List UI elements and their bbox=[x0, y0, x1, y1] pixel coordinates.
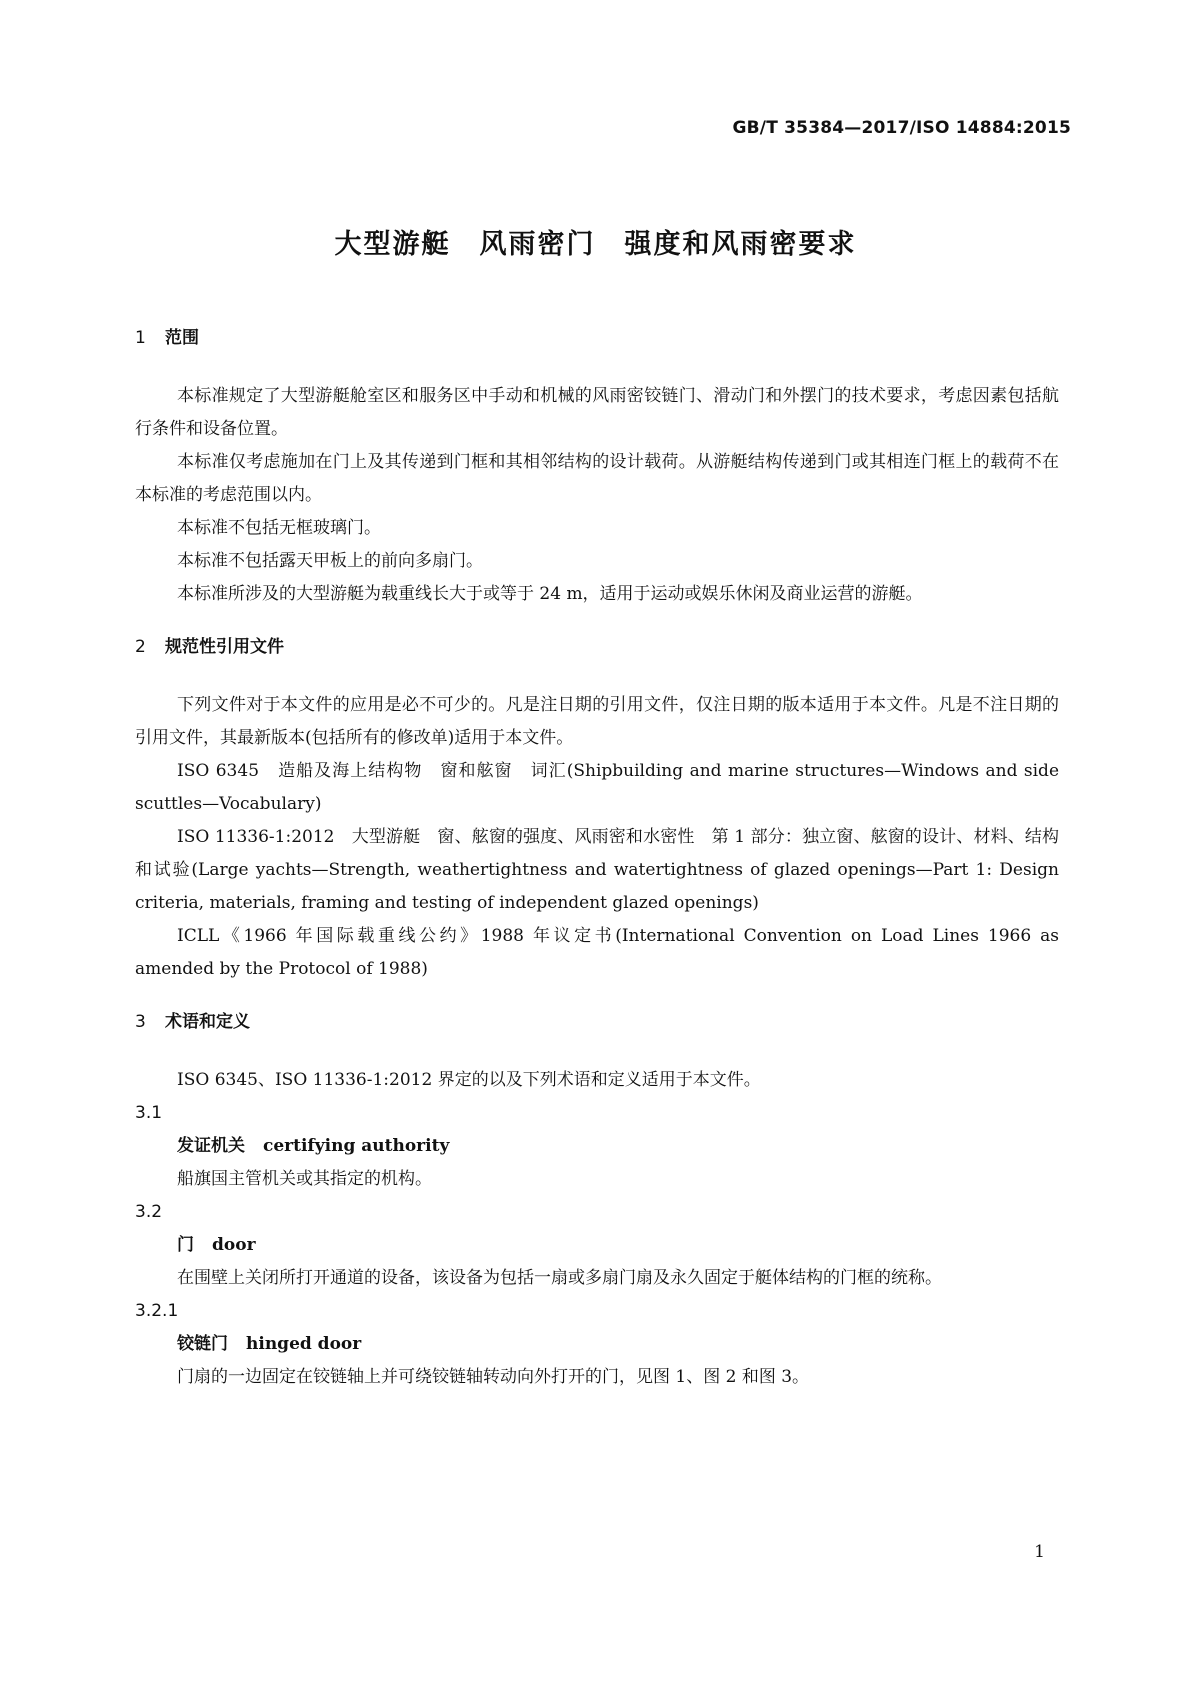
section-heading-terms-definitions bbox=[135, 1010, 1059, 1034]
term-definition: 船旗国主管机关或其指定的机构。 bbox=[177, 1169, 432, 1189]
section-title: 范围 bbox=[165, 328, 199, 348]
standard-code: GB/T 35384—2017/ISO 14884:2015 bbox=[732, 118, 1071, 138]
term-zh: 发证机关 bbox=[177, 1136, 245, 1156]
term-entry bbox=[135, 1097, 1059, 1196]
paragraph: 本标准不包括无框玻璃门。 bbox=[177, 518, 381, 538]
section-heading-scope bbox=[135, 326, 1059, 350]
paragraph: 下列文件对于本文件的应用是必不可少的。凡是注日期的引用文件，仅注日期的版本适用于本文件。凡是不注日期的引用文件，其最新版本(包括所有的修改单)适用于本文件。 bbox=[135, 695, 1059, 748]
section-title: 规范性引用文件 bbox=[165, 637, 284, 657]
term-name bbox=[135, 1130, 1059, 1163]
reference-entry: ICLL《1966 年国际载重线公约》1988 年议定书(International Convention on Load Lines 1966 as amended by the Protocol of 1988) bbox=[135, 926, 1059, 979]
reference-entry: ISO 6345 造船及海上结构物 窗和舷窗 词汇(Shipbuilding and marine structures—Windows and side scuttles—Vocabulary) bbox=[135, 761, 1059, 814]
paragraph: 本标准所涉及的大型游艇为载重线长大于或等于 24 m，适用于运动或娱乐休闲及商业运营的游艇。 bbox=[177, 584, 923, 604]
term-en: door bbox=[212, 1235, 256, 1255]
term-definition: 门扇的一边固定在铰链轴上并可绕铰链轴转动向外打开的门，见图 1、图 2 和图 3。 bbox=[177, 1367, 810, 1387]
section-title: 术语和定义 bbox=[165, 1012, 250, 1032]
term-definition: 在围壁上关闭所打开通道的设备，该设备为包括一扇或多扇门扇及永久固定于艇体结构的门框的统称。 bbox=[177, 1268, 942, 1288]
term-en: certifying authority bbox=[263, 1136, 450, 1156]
document-title: 大型游艇 风雨密门 强度和风雨密要求 bbox=[334, 229, 857, 260]
paragraph: ISO 6345、ISO 11336-1:2012 界定的以及下列术语和定义适用于本文件。 bbox=[177, 1070, 761, 1090]
term-number: 3.2.1 bbox=[135, 1301, 179, 1321]
term-number: 3.1 bbox=[135, 1103, 163, 1123]
paragraph: 本标准规定了大型游艇舱室区和服务区中手动和机械的风雨密铰链门、滑动门和外摆门的技术要求，考虑因素包括航行条件和设备位置。 bbox=[135, 386, 1059, 439]
section-heading-normative-references bbox=[135, 635, 1059, 659]
paragraph: 本标准仅考虑施加在门上及其传递到门框和其相邻结构的设计载荷。从游艇结构传递到门或其相连门框上的载荷不在本标准的考虑范围以内。 bbox=[135, 452, 1059, 505]
section-number: 1 bbox=[135, 328, 146, 348]
term-entry bbox=[135, 1295, 1059, 1394]
term-zh: 门 bbox=[177, 1235, 194, 1255]
term-en: hinged door bbox=[246, 1334, 362, 1354]
term-name bbox=[135, 1328, 1059, 1361]
term-zh: 铰链门 bbox=[177, 1334, 228, 1354]
term-entry bbox=[135, 1196, 1059, 1295]
term-name bbox=[135, 1229, 1059, 1262]
section-number: 3 bbox=[135, 1012, 146, 1032]
section-number: 2 bbox=[135, 637, 146, 657]
document-body bbox=[135, 326, 1059, 1394]
term-number: 3.2 bbox=[135, 1202, 163, 1222]
paragraph: 本标准不包括露天甲板上的前向多扇门。 bbox=[177, 551, 483, 571]
reference-entry: ISO 11336-1:2012 大型游艇 窗、舷窗的强度、风雨密和水密性 第 1 部分：独立窗、舷窗的设计、材料、结构和试验(Large yachts—Strength, weathertightness and watertightness of glazed openings—Part 1: Design criteria, materials, framing and testing of independent glazed openings) bbox=[135, 827, 1059, 913]
page-number: 1 bbox=[1034, 1542, 1045, 1562]
